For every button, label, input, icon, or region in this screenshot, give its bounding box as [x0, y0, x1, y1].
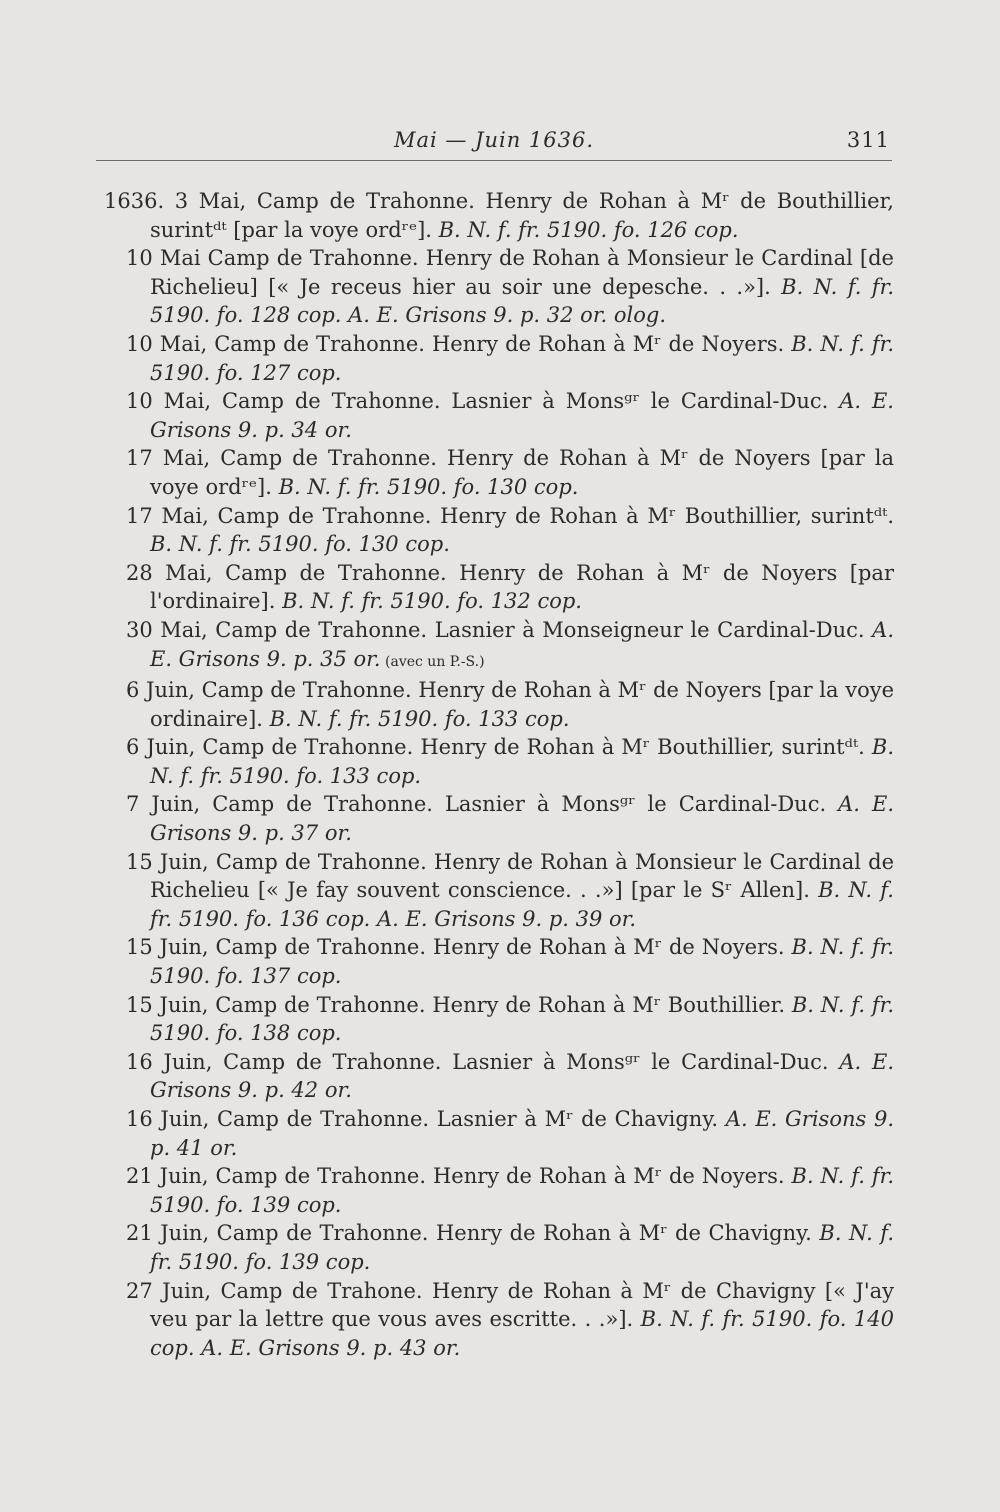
entry-text: Lasnier à Mʳ de Chavigny. [429, 1107, 726, 1131]
entry-text: Henry de Rohan à Mʳ de Noyers [par la voye ordʳᵉ]. [150, 446, 894, 499]
entry-reference: B. N. f. fr. 5190. fo. 130 cop. [150, 532, 450, 557]
entry-reference: B. N. f. fr. 5190. fo. 137 cop. [150, 935, 895, 989]
entry-reference: B. N. f. fr. 5190. fo. 127 cop. [150, 331, 895, 385]
entry-reference: A. E. Grisons 9. p. 34 or. [150, 389, 894, 442]
entry-text: Henry de Rohan à Monsieur le Cardinal de Richelieu [« Je fay souvent conscience. . .»] [par le Sʳ Allen]. [150, 849, 895, 903]
entry-date: 6 Juin, Camp de Trahonne. [126, 678, 412, 703]
letter-entry [104, 933, 894, 990]
entry-date: 16 Juin, Camp de Trahonne. [126, 1049, 442, 1074]
letter-entry [104, 187, 894, 244]
letter-entry [104, 387, 894, 444]
entry-reference: A. E. Grisons 9. p. 35 or. [150, 617, 894, 671]
entry-date: 15 Juin, Camp de Trahonne. [126, 935, 427, 960]
letter-entry [104, 1219, 894, 1276]
entry-text: Henry de Rohan à Mʳ de Noyers. [424, 331, 792, 356]
entry-text: Henry de Rohan à Mʳ de Chavigny. [428, 1221, 820, 1246]
entry-reference: A. E. Grisons 9. p. 41 or. [150, 1107, 894, 1160]
entry-date: 7 Juin, Camp de Trahonne. [126, 792, 433, 817]
entry-text: Henry de Rohan à Mʳ Bouthillier, surintᵈᵗ. [413, 735, 872, 760]
entry-reference: B. N. f. fr. 5190. fo. 128 cop. A. E. Grisons 9. p. 32 or. olog. [150, 274, 894, 328]
entry-date: 28 Mai, Camp de Trahonne. [126, 560, 447, 585]
letter-entry [104, 1277, 894, 1363]
entry-date: 15 Juin, Camp de Trahonne. [126, 849, 427, 874]
entry-reference: B. N. f. fr. 5190. fo. 136 cop. A. E. Grisons 9. p. 39 or. [150, 878, 894, 931]
entry-date: 21 Juin, Camp de Trahonne. [126, 1221, 429, 1246]
page-header [96, 128, 892, 161]
entry-text: Lasnier à Monseigneur le Cardinal-Duc. [427, 617, 873, 642]
entry-note: (avec un P.-S.) [380, 653, 485, 670]
letter-entry [104, 1048, 894, 1105]
entry-reference: B. N. f. fr. 5190. fo. 139 cop. [150, 1164, 895, 1217]
entry-reference: B. N. f. fr. 5190. fo. 139 cop. [150, 1221, 894, 1274]
entry-date: 21 Juin, Camp de Trahonne. [126, 1164, 427, 1189]
entry-text: Henry de Rohan à Mʳ de Chavigny [« J'ay veu par la lettre que vous aves escritte. . .»]. [150, 1278, 894, 1332]
letter-entry [104, 1162, 894, 1219]
entry-text: Henry de Rohan à Monsieur le Cardinal [de Richelieu] [« Je receus hier au soir une depesche. . .»]. [150, 246, 894, 299]
letter-entry [104, 502, 894, 559]
entry-reference: A. E. Grisons 9. p. 42 or. [150, 1049, 894, 1103]
entry-reference: A. E. Grisons 9. p. 37 or. [150, 792, 894, 846]
entry-date: 10 Mai Camp de Trahonne. [126, 246, 419, 271]
letter-entry [104, 330, 894, 387]
entry-text: Henry de Rohan à Mʳ Bouthillier, surintᵈᵗ. [431, 503, 895, 528]
page-number: 311 [846, 128, 890, 152]
entry-text: Henry de Rohan à Mʳ de Noyers. [426, 935, 792, 960]
entry-date: 6 Juin, Camp de Trahonne. [126, 735, 414, 760]
letter-entry [104, 790, 894, 847]
running-title: Mai — Juin 1636. [393, 128, 595, 152]
letter-entry [104, 676, 894, 733]
letter-entry [104, 616, 894, 676]
letter-list [104, 187, 894, 1362]
letter-entry [104, 991, 894, 1048]
entry-date: 15 Juin, Camp de Trahonne. [126, 992, 426, 1017]
entry-date: 10 Mai, Camp de Trahonne. [126, 331, 425, 356]
entry-date: 17 Mai, Camp de Trahonne. [126, 503, 432, 528]
entry-text: Henry de Rohan à Mʳ de Noyers. [426, 1164, 792, 1189]
entry-reference: B. N. f. fr. 5190. fo. 140 cop. A. E. Grisons 9. p. 43 or. [150, 1307, 894, 1360]
entry-date: 10 Mai, Camp de Trahonne. [126, 389, 441, 414]
entry-reference: B. N. f. fr. 5190. fo. 132 cop. [282, 589, 582, 614]
entry-reference: B. N. f. fr. 5190. fo. 126 cop. [438, 217, 739, 242]
letter-entry [104, 444, 894, 501]
letter-entry [104, 1105, 894, 1162]
entry-text: Henry de Rohan à Mʳ de Noyers [par l'ordinaire]. [150, 560, 894, 614]
entry-text: Lasnier à Monsᵍʳ le Cardinal-Duc. [432, 792, 839, 817]
entry-reference: B. N. f. fr. 5190. fo. 138 cop. [150, 992, 895, 1046]
entry-text: Lasnier à Monsᵍʳ le Cardinal-Duc. [440, 389, 840, 414]
letter-entry [104, 244, 894, 330]
letter-entry [104, 559, 894, 616]
entry-date: 1636. 3 Mai, Camp de Trahonne. [104, 189, 475, 213]
entry-text: Henry de Rohan à Mʳ de Bouthillier, surintᵈᵗ [par la voye ordʳᵉ]. [150, 189, 894, 242]
entry-date: 17 Mai, Camp de Trahonne. [126, 446, 437, 471]
entry-text: Henry de Rohan à Mʳ Bouthillier. [425, 992, 792, 1017]
entry-date: 30 Mai, Camp de Trahonne. [126, 617, 428, 642]
entry-reference: B. N. f. fr. 5190. fo. 130 cop. [278, 474, 579, 499]
entry-date: 27 Juin, Camp de Trahone. [126, 1278, 423, 1303]
entry-text: Lasnier à Monsᵍʳ le Cardinal-Duc. [441, 1049, 840, 1074]
letter-entry [104, 848, 894, 934]
entry-reference: B. N. f. fr. 5190. fo. 133 cop. [150, 735, 894, 788]
entry-date: 16 Juin, Camp de Trahonne. [126, 1107, 430, 1131]
letter-entry [104, 733, 894, 790]
entry-text: Henry de Rohan à Mʳ de Noyers [par la voye ordinaire]. [150, 678, 895, 731]
entry-reference: B. N. f. fr. 5190. fo. 133 cop. [269, 706, 570, 731]
